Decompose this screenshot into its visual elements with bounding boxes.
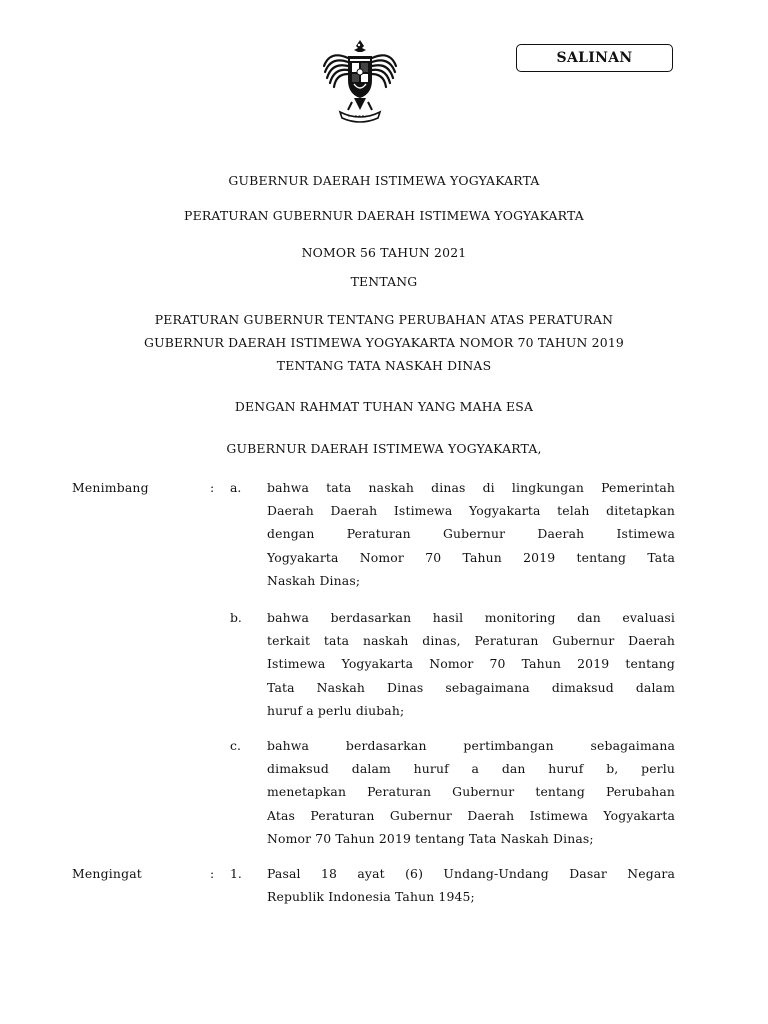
clause-b-line-4: Tata Naskah Dinas sebagaimana dimaksud dalam: [267, 679, 675, 695]
clause-a-line-1: bahwa tata naskah dinas di lingkungan Pemerintah: [267, 480, 675, 495]
clause-marker-a: a.: [230, 480, 242, 495]
issuer-heading: GUBERNUR DAERAH ISTIMEWA YOGYAKARTA: [228, 173, 540, 188]
about-heading: TENTANG: [350, 274, 418, 289]
clause-b-line-2: terkait tata naskah dinas, Peraturan Gubernur Daerah: [267, 633, 675, 649]
clause-b-line-3: Istimewa Yogyakarta Nomor 70 Tahun 2019 tentang: [267, 656, 675, 672]
mengingat-label: Mengingat: [72, 866, 142, 881]
clause-c-line-4: Atas Peraturan Gubernur Daerah Istimewa Yogyakarta: [267, 807, 675, 823]
clause-a-line-3: dengan Peraturan Gubernur Daerah Istimewa: [267, 526, 675, 542]
clause-c-line-3: menetapkan Peraturan Gubernur tentang Perubahan: [267, 784, 675, 800]
clause-c-line-5: Nomor 70 Tahun 2019 tentang Tata Naskah Dinas;: [267, 830, 594, 846]
menimbang-colon: :: [210, 480, 215, 495]
clause-c-text: [267, 734, 675, 850]
grace-formula: DENGAN RAHMAT TUHAN YANG MAHA ESA: [234, 399, 534, 414]
clause-marker-b: b.: [230, 610, 242, 625]
clause-a-line-5: Naskah Dinas;: [267, 572, 361, 588]
regulation-number: NOMOR 56 TAHUN 2021: [301, 245, 467, 260]
clause-c-line-2: dimaksud dalam huruf a dan huruf b, perlu: [267, 761, 675, 777]
clause-b-line-1: bahwa berdasarkan hasil monitoring dan evaluasi: [267, 610, 675, 625]
clause-marker-1: 1.: [230, 866, 242, 881]
clause-b-text: [267, 606, 675, 722]
clause-marker-c: c.: [230, 738, 241, 753]
subject-line-3: TENTANG TATA NASKAH DINAS: [276, 358, 492, 373]
clause-1-text: [267, 862, 675, 908]
copy-stamp-box: SALINAN: [516, 44, 673, 72]
clause-b-line-5: huruf a perlu diubah;: [267, 702, 405, 718]
mengingat-colon: :: [210, 866, 215, 881]
menimbang-label: Menimbang: [72, 480, 149, 495]
clause-c-line-1: bahwa berdasarkan pertimbangan sebagaimana: [267, 738, 675, 753]
subject-line-1: PERATURAN GUBERNUR TENTANG PERUBAHAN ATAS PERATURAN: [154, 312, 614, 327]
clause-a-line-2: Daerah Daerah Istimewa Yogyakarta telah ditetapkan: [267, 503, 675, 519]
clause-a-text: [267, 476, 675, 592]
issuer-formula: GUBERNUR DAERAH ISTIMEWA YOGYAKARTA,: [226, 441, 542, 456]
garuda-emblem-icon: [318, 36, 402, 126]
clause-1-line-1: Pasal 18 ayat (6) Undang-Undang Dasar Negara: [267, 866, 675, 881]
clause-1-line-2: Republik Indonesia Tahun 1945;: [267, 889, 475, 905]
clause-a-line-4: Yogyakarta Nomor 70 Tahun 2019 tentang Tata: [267, 549, 675, 565]
regulation-type-heading: PERATURAN GUBERNUR DAERAH ISTIMEWA YOGYAKARTA: [184, 208, 584, 223]
subject-line-2: GUBERNUR DAERAH ISTIMEWA YOGYAKARTA NOMOR 70 TAHUN 2019: [144, 335, 624, 350]
